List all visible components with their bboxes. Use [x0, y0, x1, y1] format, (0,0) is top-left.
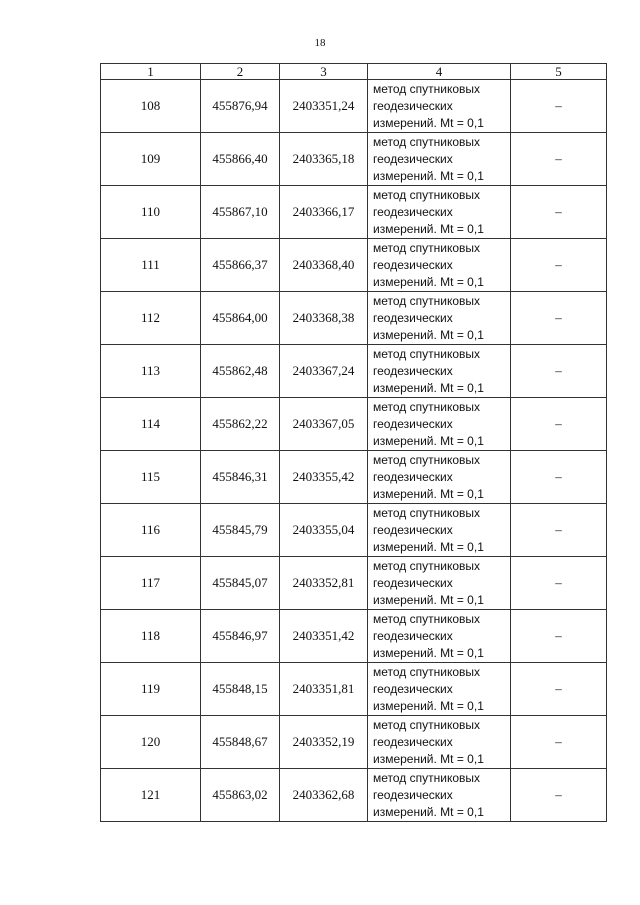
table-row [101, 292, 607, 345]
x-coordinate-cell: 455867,10 [201, 186, 280, 239]
y-coordinate-cell: 2403351,24 [280, 80, 368, 133]
method-cell [368, 239, 511, 292]
method-text-line: измерений. Mt = 0,1 [373, 645, 484, 660]
method-cell [368, 610, 511, 663]
method-text-line: измерений. Mt = 0,1 [373, 380, 484, 395]
method-text-line: метод спутниковых [373, 81, 481, 96]
method-text-line: измерений. Mt = 0,1 [373, 168, 484, 183]
method-text-line: измерений. Mt = 0,1 [373, 539, 484, 554]
x-coordinate-cell: 455848,15 [201, 663, 280, 716]
point-number-cell: 112 [101, 292, 201, 345]
table-row [101, 133, 607, 186]
note-cell: – [511, 239, 607, 292]
method-cell [368, 133, 511, 186]
method-cell [368, 186, 511, 239]
x-coordinate-cell: 455862,22 [201, 398, 280, 451]
note-cell: – [511, 451, 607, 504]
y-coordinate-cell: 2403352,19 [280, 716, 368, 769]
method-cell [368, 663, 511, 716]
method-text-line: метод спутниковых [373, 346, 481, 361]
method-text-line: геодезических [373, 257, 453, 272]
x-coordinate-cell: 455864,00 [201, 292, 280, 345]
method-text-line: геодезических [373, 734, 453, 749]
point-number-cell: 110 [101, 186, 201, 239]
note-cell: – [511, 663, 607, 716]
y-coordinate-cell: 2403367,05 [280, 398, 368, 451]
x-coordinate-cell: 455866,40 [201, 133, 280, 186]
x-coordinate-cell: 455866,37 [201, 239, 280, 292]
header-row [101, 64, 607, 80]
method-text-line: метод спутниковых [373, 452, 481, 467]
table-row [101, 504, 607, 557]
point-number-cell: 118 [101, 610, 201, 663]
point-number-cell: 121 [101, 769, 201, 822]
point-number-cell: 116 [101, 504, 201, 557]
x-coordinate-cell: 455876,94 [201, 80, 280, 133]
method-text-line: геодезических [373, 204, 453, 219]
point-number-cell: 120 [101, 716, 201, 769]
y-coordinate-cell: 2403367,24 [280, 345, 368, 398]
note-cell: – [511, 716, 607, 769]
note-cell: – [511, 610, 607, 663]
method-cell [368, 557, 511, 610]
note-cell: – [511, 345, 607, 398]
table-row [101, 345, 607, 398]
table-row [101, 769, 607, 822]
method-text-line: метод спутниковых [373, 187, 481, 202]
method-text-line: метод спутниковых [373, 399, 481, 414]
method-text-line: измерений. Mt = 0,1 [373, 486, 484, 501]
table-row [101, 716, 607, 769]
method-cell [368, 504, 511, 557]
method-text-line: геодезических [373, 416, 453, 431]
method-text-line: измерений. Mt = 0,1 [373, 592, 484, 607]
method-cell [368, 398, 511, 451]
method-text-line: измерений. Mt = 0,1 [373, 433, 484, 448]
method-text-line: измерений. Mt = 0,1 [373, 327, 484, 342]
table-row [101, 398, 607, 451]
method-text-line: геодезических [373, 787, 453, 802]
note-cell: – [511, 504, 607, 557]
method-cell [368, 769, 511, 822]
point-number-cell: 111 [101, 239, 201, 292]
method-text-line: геодезических [373, 310, 453, 325]
method-text-line: измерений. Mt = 0,1 [373, 804, 484, 819]
y-coordinate-cell: 2403351,81 [280, 663, 368, 716]
method-text-line: измерений. Mt = 0,1 [373, 115, 484, 130]
page-number: 18 [314, 37, 326, 49]
x-coordinate-cell: 455862,48 [201, 345, 280, 398]
header-col-4: 4 [368, 64, 511, 80]
method-text-line: метод спутниковых [373, 558, 481, 573]
x-coordinate-cell: 455845,79 [201, 504, 280, 557]
note-cell: – [511, 769, 607, 822]
method-cell [368, 345, 511, 398]
method-text-line: измерений. Mt = 0,1 [373, 751, 484, 766]
method-text-line: измерений. Mt = 0,1 [373, 274, 484, 289]
method-text-line: геодезических [373, 628, 453, 643]
method-text-line: метод спутниковых [373, 664, 481, 679]
method-cell [368, 451, 511, 504]
table-row [101, 239, 607, 292]
y-coordinate-cell: 2403368,38 [280, 292, 368, 345]
method-text-line: метод спутниковых [373, 611, 481, 626]
point-number-cell: 109 [101, 133, 201, 186]
y-coordinate-cell: 2403366,17 [280, 186, 368, 239]
x-coordinate-cell: 455846,97 [201, 610, 280, 663]
table-row [101, 610, 607, 663]
table-row [101, 80, 607, 133]
method-text-line: геодезических [373, 681, 453, 696]
method-cell [368, 716, 511, 769]
note-cell: – [511, 292, 607, 345]
method-text-line: метод спутниковых [373, 134, 481, 149]
y-coordinate-cell: 2403365,18 [280, 133, 368, 186]
note-cell: – [511, 80, 607, 133]
method-cell [368, 80, 511, 133]
coordinates-table [100, 63, 607, 822]
point-number-cell: 114 [101, 398, 201, 451]
point-number-cell: 117 [101, 557, 201, 610]
table-row [101, 557, 607, 610]
y-coordinate-cell: 2403352,81 [280, 557, 368, 610]
method-text-line: метод спутниковых [373, 770, 481, 785]
x-coordinate-cell: 455848,67 [201, 716, 280, 769]
y-coordinate-cell: 2403351,42 [280, 610, 368, 663]
table-row [101, 451, 607, 504]
table-row [101, 663, 607, 716]
header-col-3: 3 [280, 64, 368, 80]
table-body [101, 80, 607, 822]
table-row [101, 186, 607, 239]
x-coordinate-cell: 455863,02 [201, 769, 280, 822]
method-text-line: измерений. Mt = 0,1 [373, 221, 484, 236]
method-text-line: геодезических [373, 98, 453, 113]
note-cell: – [511, 398, 607, 451]
point-number-cell: 113 [101, 345, 201, 398]
method-text-line: геодезических [373, 363, 453, 378]
x-coordinate-cell: 455846,31 [201, 451, 280, 504]
method-text-line: метод спутниковых [373, 505, 481, 520]
method-text-line: геодезических [373, 522, 453, 537]
point-number-cell: 108 [101, 80, 201, 133]
y-coordinate-cell: 2403355,42 [280, 451, 368, 504]
note-cell: – [511, 186, 607, 239]
y-coordinate-cell: 2403368,40 [280, 239, 368, 292]
header-col-1: 1 [101, 64, 201, 80]
note-cell: – [511, 133, 607, 186]
method-text-line: измерений. Mt = 0,1 [373, 698, 484, 713]
point-number-cell: 115 [101, 451, 201, 504]
header-col-2: 2 [201, 64, 280, 80]
y-coordinate-cell: 2403355,04 [280, 504, 368, 557]
method-text-line: метод спутниковых [373, 240, 481, 255]
method-text-line: метод спутниковых [373, 293, 481, 308]
method-cell [368, 292, 511, 345]
y-coordinate-cell: 2403362,68 [280, 769, 368, 822]
method-text-line: геодезических [373, 469, 453, 484]
point-number-cell: 119 [101, 663, 201, 716]
method-text-line: геодезических [373, 575, 453, 590]
x-coordinate-cell: 455845,07 [201, 557, 280, 610]
note-cell: – [511, 557, 607, 610]
header-col-5: 5 [511, 64, 607, 80]
method-text-line: метод спутниковых [373, 717, 481, 732]
method-text-line: геодезических [373, 151, 453, 166]
